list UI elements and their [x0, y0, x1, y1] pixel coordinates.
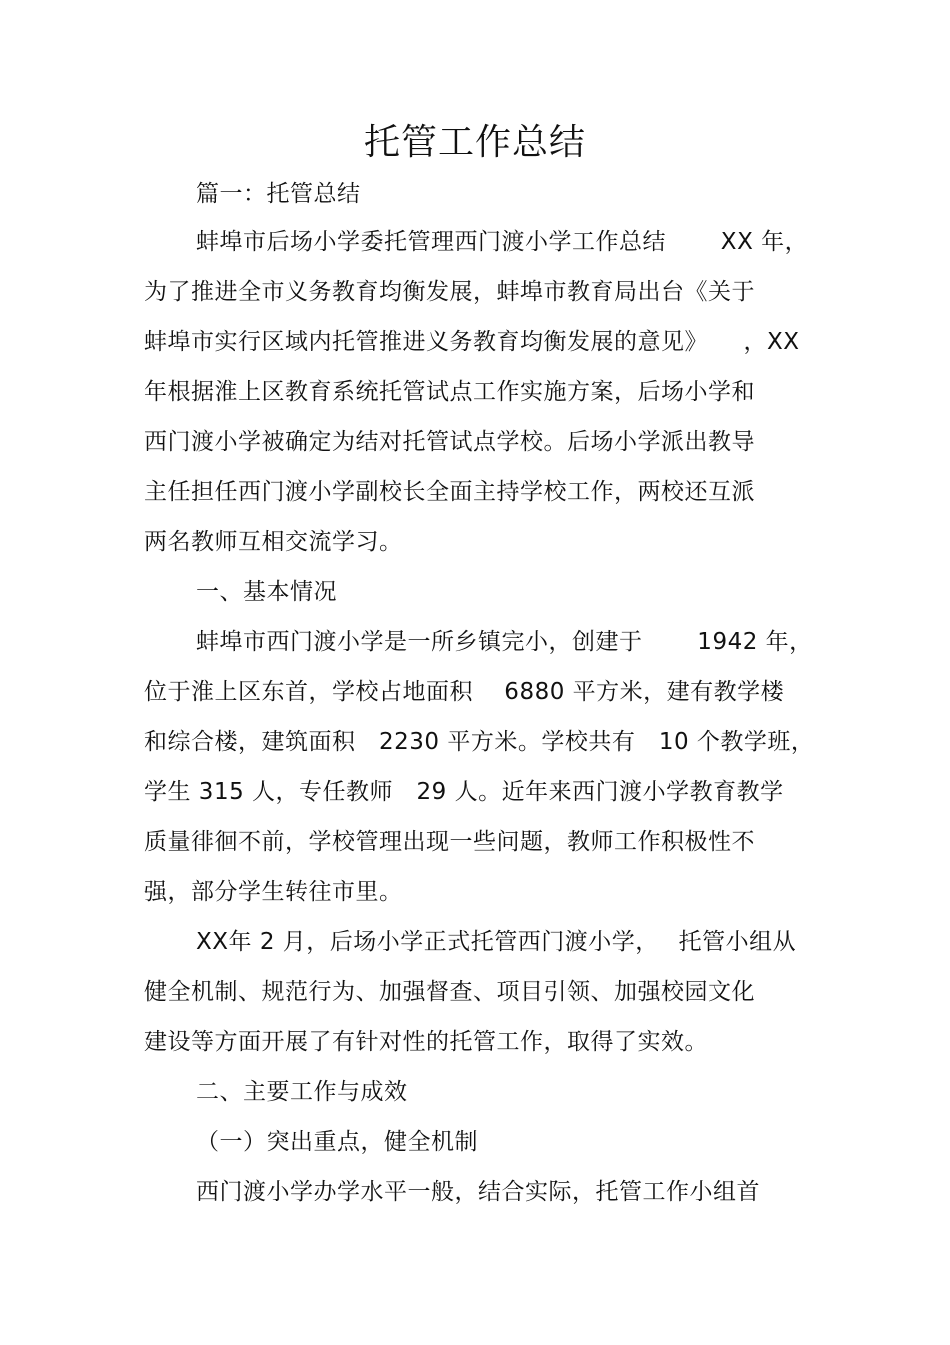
section-heading-main-work: 二、主要工作与成效 [196, 1079, 408, 1105]
paragraph-line: 蚌埠市实行区域内托管推进义务教育均衡发展的意见》 ，XX [144, 329, 800, 355]
paragraph-line: 质量徘徊不前，学校管理出现一些问题，教师工作积极性不 [144, 829, 755, 855]
paragraph-line: 为了推进全市义务教育均衡发展，蚌埠市教育局出台《关于 [144, 279, 755, 305]
section-heading-part-one: 篇一：托管总结 [196, 181, 361, 207]
paragraph-line: XX年 2 月，后场小学正式托管西门渡小学， 托管小组从 [196, 929, 797, 955]
paragraph-line: 西门渡小学办学水平一般，结合实际，托管工作小组首 [196, 1179, 760, 1205]
paragraph-line: 两名教师互相交流学习。 [144, 529, 403, 555]
paragraph-line: 位于淮上区东首，学校占地面积 6880 平方米，建有教学楼 [144, 679, 785, 705]
section-heading-basic-info: 一、基本情况 [196, 579, 337, 605]
subsection-heading: （一）突出重点，健全机制 [196, 1129, 478, 1155]
page-title: 托管工作总结 [363, 122, 586, 163]
paragraph-line: 蚌埠市后场小学委托管理西门渡小学工作总结 XX 年， [196, 229, 809, 255]
paragraph-line: 蚌埠市西门渡小学是一所乡镇完小，创建于 1942 年， [196, 629, 813, 655]
paragraph-line: 年根据淮上区教育系统托管试点工作实施方案，后场小学和 [144, 379, 755, 405]
paragraph-line: 学生 315 人，专任教师 29 人。近年来西门渡小学教育教学 [144, 779, 784, 805]
paragraph-line: 建设等方面开展了有针对性的托管工作，取得了实效。 [144, 1029, 708, 1055]
paragraph-line: 和综合楼，建筑面积 2230 平方米。学校共有 10 个教学班， [144, 729, 815, 755]
paragraph-line: 主任担任西门渡小学副校长全面主持学校工作，两校还互派 [144, 479, 755, 505]
paragraph-line: 西门渡小学被确定为结对托管试点学校。后场小学派出教导 [144, 429, 755, 455]
paragraph-line: 健全机制、规范行为、加强督查、项目引领、加强校园文化 [144, 979, 755, 1005]
paragraph-line: 强，部分学生转往市里。 [144, 879, 403, 905]
